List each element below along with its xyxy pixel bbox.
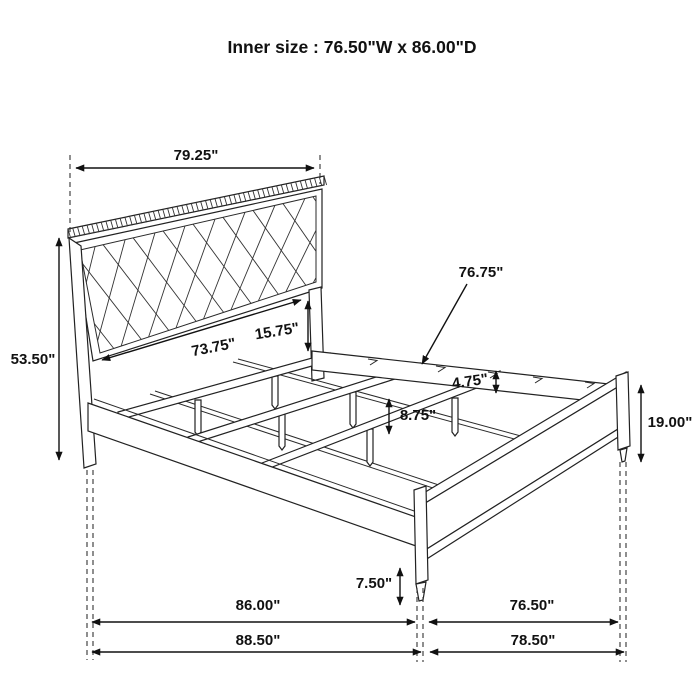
footboard bbox=[414, 372, 630, 601]
dim-panel-gap-label: 15.75" bbox=[253, 319, 301, 344]
dim-headboard-height-label: 53.50" bbox=[10, 351, 56, 368]
dim-inner-width-label: 73.75" bbox=[190, 334, 238, 361]
dim-inner-depth-label: 86.00" bbox=[235, 597, 281, 614]
page-title: Inner size : 76.50"W x 86.00"D bbox=[227, 37, 477, 57]
dim-rail-thickness-label: 4.75" bbox=[450, 370, 490, 393]
footboard-right-post bbox=[616, 372, 630, 450]
dim-rail-length-label: 76.75" bbox=[458, 264, 504, 281]
dim-outer-depth-label: 88.50" bbox=[235, 632, 281, 649]
footboard-right-leg bbox=[620, 448, 627, 462]
dim-footboard-height-label: 19.00" bbox=[647, 414, 693, 431]
footboard-front-post bbox=[414, 486, 428, 584]
dim-headboard-width-label: 79.25" bbox=[173, 147, 219, 164]
dim-outer-width-label: 78.50" bbox=[510, 632, 556, 649]
dim-front-leg-label: 7.50" bbox=[355, 575, 393, 592]
dim-rail-length-leader bbox=[422, 284, 467, 364]
dim-inner-width-bottom-label: 76.50" bbox=[509, 597, 555, 614]
dim-center-leg-label: 8.75" bbox=[399, 407, 437, 424]
